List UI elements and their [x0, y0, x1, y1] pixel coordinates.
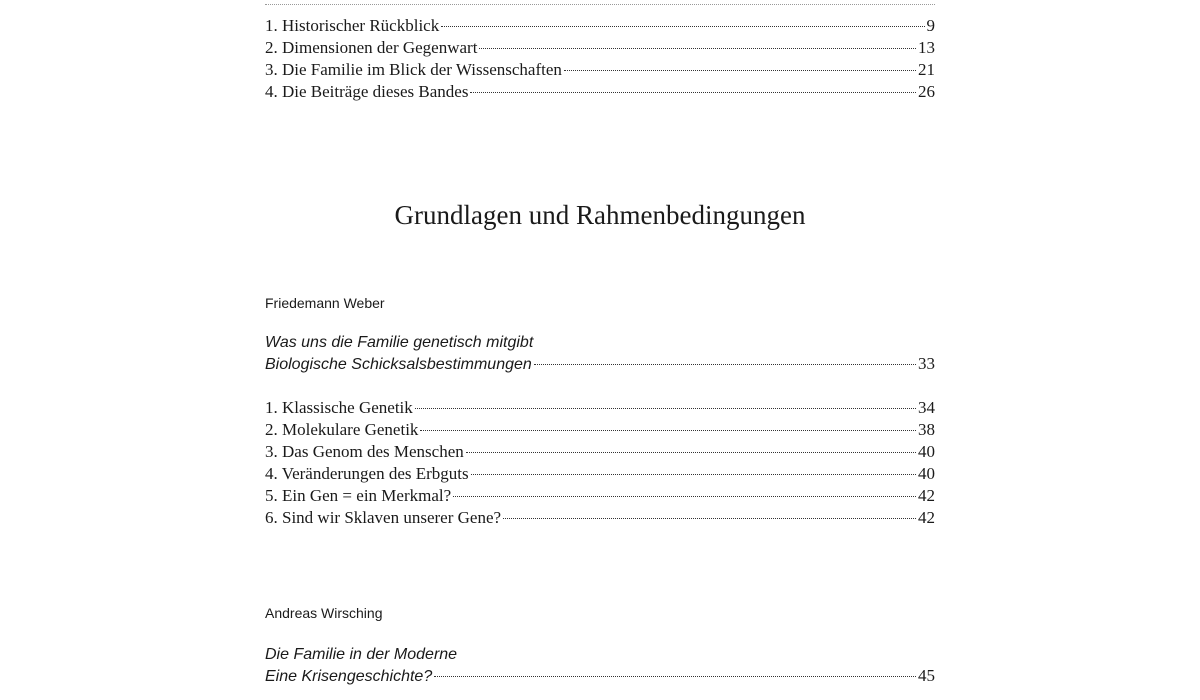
toc-leader-dots [466, 452, 916, 453]
section-heading: Grundlagen und Rahmenbedingungen [394, 200, 806, 230]
article-title-block [265, 333, 935, 375]
toc-entry[interactable] [265, 419, 935, 441]
toc-leader-dots [564, 70, 916, 71]
toc-entry-page: 38 [918, 420, 935, 439]
toc-leader-dots [415, 408, 916, 409]
toc-leader-dots [471, 474, 916, 475]
toc-entry-page: 45 [918, 666, 935, 685]
toc-entry-page: 40 [918, 442, 935, 461]
toc-entry[interactable] [265, 59, 935, 81]
toc-entry-page: 34 [918, 398, 935, 417]
toc-entry-page: 26 [918, 82, 935, 101]
toc-entry-title: 4. Veränderungen des Erbguts [265, 464, 469, 483]
toc-entry[interactable] [265, 463, 935, 485]
toc-entry-title: 3. Das Genom des Menschen [265, 442, 464, 461]
toc-entry-title: 4. Die Beiträge dieses Bandes [265, 82, 469, 101]
article-title-entry[interactable] [265, 665, 935, 687]
article-title-block [265, 645, 935, 687]
toc-entry-title: 5. Ein Gen = ein Merkmal? [265, 486, 452, 505]
toc-entry-page: 42 [918, 508, 935, 527]
toc-leader-dots [534, 364, 916, 365]
toc-entry-title: 6. Sind wir Sklaven unserer Gene? [265, 508, 502, 527]
toc-entry-title: 3. Die Familie im Blick der Wissenschaften [265, 60, 562, 79]
toc-entry[interactable] [265, 397, 935, 419]
toc-entry[interactable] [265, 485, 935, 507]
toc-entry-title: 1. Historischer Rückblick [265, 16, 440, 35]
toc-leader-dots [434, 676, 916, 677]
toc-entry-page: 21 [918, 60, 935, 79]
article-title-line2: Eine Krisengeschichte? [265, 668, 433, 685]
toc-section-intro [265, 15, 935, 103]
toc-entry-page: 9 [926, 16, 935, 35]
author-name: Friedemann Weber [265, 295, 385, 311]
toc-entry-title: 1. Klassische Genetik [265, 398, 413, 417]
top-dotted-rule [265, 0, 935, 5]
toc-entry-title: 2. Molekulare Genetik [265, 420, 419, 439]
toc-entry[interactable] [265, 441, 935, 463]
article-author [265, 604, 935, 622]
toc-entry-title: 2. Dimensionen der Gegenwart [265, 38, 478, 57]
article-title-line2: Biologische Schicksalsbestimmungen [265, 356, 532, 373]
toc-leader-dots [453, 496, 916, 497]
toc-entry-page: 42 [918, 486, 935, 505]
toc-article1-entries [265, 397, 935, 529]
toc-leader-dots [479, 48, 916, 49]
toc-leader-dots [441, 26, 924, 27]
article-author [265, 294, 935, 312]
author-name: Andreas Wirsching [265, 605, 383, 621]
article-title-line1: Was uns die Familie genetisch mitgibt [265, 334, 534, 351]
toc-entry-page: 40 [918, 464, 935, 483]
toc-entry-page: 33 [918, 354, 935, 373]
article-title-entry[interactable] [265, 353, 935, 375]
toc-leader-dots [503, 518, 916, 519]
toc-entry[interactable] [265, 37, 935, 59]
toc-entry-page: 13 [918, 38, 935, 57]
toc-entry[interactable] [265, 507, 935, 529]
toc-leader-dots [470, 92, 916, 93]
toc-leader-dots [420, 430, 916, 431]
article-title-line1: Die Familie in der Moderne [265, 646, 458, 663]
toc-entry[interactable] [265, 15, 935, 37]
toc-entry[interactable] [265, 81, 935, 103]
